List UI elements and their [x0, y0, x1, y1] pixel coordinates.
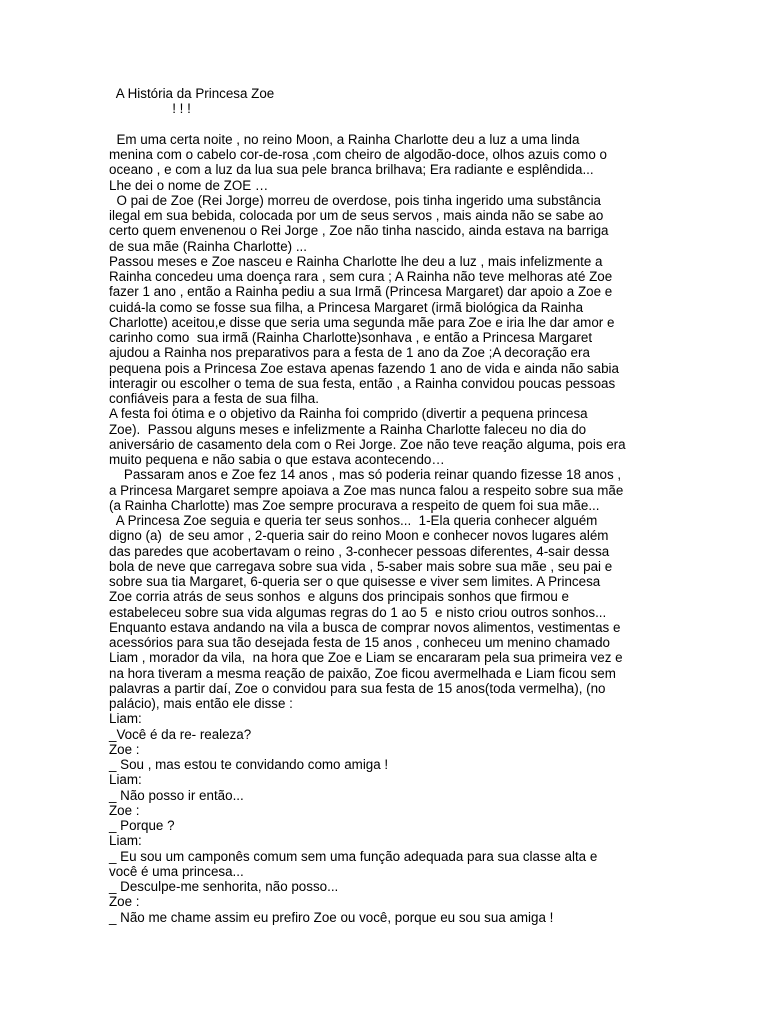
body-line: Zoe). Passou alguns meses e infelizmente a Rainha Charlotte faleceu no dia do — [109, 421, 587, 437]
body-line: Passaram anos e Zoe fez 14 anos , mas só poderia reinar quando fizesse 18 anos , — [109, 467, 622, 483]
body-line: Zoe : — [109, 802, 140, 818]
body-line: digno (a) de seu amor , 2-queria sair do reino Moon e conhecer novos lugares além — [109, 528, 609, 544]
body-line: bola de neve que carregava sobre sua vida , 5-saber mais sobre sua mãe , seu pai e — [109, 558, 613, 574]
body-line: interagir ou escolher o tema de sua festa, então , a Rainha convidou poucas pessoas — [109, 375, 616, 391]
body-line: aniversário de casamento dela com o Rei Jorge. Zoe não teve reação alguma, pois era — [109, 436, 626, 452]
title-line: ! ! ! — [109, 101, 191, 117]
body-line: Liam: — [109, 772, 142, 788]
body-line: _ Porque ? — [109, 818, 175, 833]
body-line: _ Sou , mas estou te convidando como amiga ! — [109, 757, 389, 772]
body-line: de sua mãe (Rainha Charlotte) ... — [109, 238, 307, 254]
body-line: das paredes que acobertavam o reino , 3-conhecer pessoas diferentes, 4-sair dessa — [109, 543, 610, 559]
body-line: pequena pois a Princesa Zoe estava apenas fazendo 1 ano de vida e ainda não sabia — [109, 360, 619, 376]
body-line: fazer 1 ano , então a Rainha pediu a sua Irmã (Princesa Margaret) dar apoio a Zoe e — [109, 284, 613, 300]
title-line: A História da Princesa Zoe — [109, 86, 275, 101]
body-line: oceano , e com a luz da lua sua pele branca brilhava; Era radiante e esplêndida... — [109, 162, 594, 178]
body-line: Em uma certa noite , no reino Moon, a Rainha Charlotte deu a luz a uma linda — [109, 131, 580, 147]
body-line: acessórios para sua tão desejada festa de 15 anos , conheceu um menino chamado — [109, 635, 610, 650]
body-line: palavras a partir daí, Zoe o convidou para sua festa de 15 anos(toda vermelha), (no — [109, 680, 606, 696]
body-line: _Você é da re- realeza? — [109, 726, 252, 742]
body-line: ilegal em sua bebida, colocada por um de seus servos , mais ainda não se sabe ao — [109, 208, 604, 223]
body-line: menina com o cabelo cor-de-rosa ,com cheiro de algodão-doce, olhos azuis como o — [109, 147, 607, 162]
body-line: Charlotte) aceitou,e disse que seria uma segunda mãe para Zoe e iria lhe dar amor e — [109, 314, 615, 330]
body-line: ajudou a Rainha nos preparativos para a festa de 1 ano da Zoe ;A decoração era — [109, 345, 590, 361]
body-line: Rainha concedeu uma doença rara , sem cura ; A Rainha não teve melhoras até Zoe — [109, 269, 613, 284]
body-line: palácio), mais então ele disse : — [109, 696, 293, 711]
body-line: na hora tiveram a mesma reação de paixão, Zoe ficou avermelhada e Liam ficou sem — [109, 665, 616, 681]
body-line: sobre sua tia Margaret, 6-queria ser o que quisesse e viver sem limites. A Princesa — [109, 574, 601, 589]
body-line: Lhe dei o nome de ZOE … — [109, 177, 269, 193]
body-line: Zoe corria atrás de seus sonhos e alguns dos principais sonhos que firmou e — [109, 589, 570, 605]
body-line: _ Desculpe-me senhorita, não posso... — [109, 879, 339, 894]
body-line: certo quem envenenou o Rei Jorge , Zoe não tinha nascido, ainda estava na barriga — [109, 223, 609, 239]
body-line: a Princesa Margaret sempre apoiava a Zoe mas nunca falou a respeito sobre sua mãe — [109, 482, 624, 498]
body-line: muito pequena e não sabia o que estava acontecendo… — [109, 452, 445, 467]
document-title — [109, 86, 669, 117]
body-line: estabeleceu sobre sua vida algumas regras do 1 ao 5 e nisto criou outros sonhos... — [109, 604, 607, 620]
body-line: Zoe : — [109, 741, 140, 757]
body-line: Liam: — [109, 833, 142, 849]
body-line: A festa foi ótima e o objetivo da Rainha foi comprido (divertir a pequena princesa — [109, 406, 588, 422]
body-line: Zoe : — [109, 894, 140, 910]
body-line: _ Eu sou um camponês comum sem uma função adequada para sua classe alta e — [109, 848, 598, 864]
document-body — [109, 132, 669, 925]
body-line: carinho como sua irmã (Rainha Charlotte)sonhava , e então a Princesa Margaret — [109, 330, 593, 345]
body-line: _ Não me chame assim eu prefiro Zoe ou você, porque eu sou sua amiga ! — [109, 909, 554, 925]
body-line: Passou meses e Zoe nasceu e Rainha Charlotte lhe deu a luz , mais infelizmente a — [109, 253, 603, 269]
body-line: Enquanto estava andando na vila a busca de comprar novos alimentos, vestimentas e — [109, 619, 621, 635]
body-line: confiáveis para a festa de sua filha. — [109, 391, 319, 406]
body-line: você é uma princesa... — [109, 863, 244, 879]
body-line: _ Não posso ir então... — [109, 787, 244, 803]
body-line: A Princesa Zoe seguia e queria ter seus sonhos... 1-Ela queria conhecer alguém — [109, 513, 598, 528]
body-line: O pai de Zoe (Rei Jorge) morreu de overdose, pois tinha ingerido uma substância — [109, 192, 601, 208]
body-line: Liam: — [109, 711, 142, 727]
document-page — [109, 86, 669, 925]
body-line: Liam , morador da vila, na hora que Zoe e Liam se encararam pela sua primeira vez e — [109, 650, 623, 666]
spacer — [109, 117, 669, 132]
body-line: cuidá-la como se fosse sua filha, a Princesa Margaret (irmã biológica da Rainha — [109, 299, 584, 315]
body-line: (a Rainha Charlotte) mas Zoe sempre procurava a respeito de quem foi sua mãe... — [109, 497, 600, 513]
